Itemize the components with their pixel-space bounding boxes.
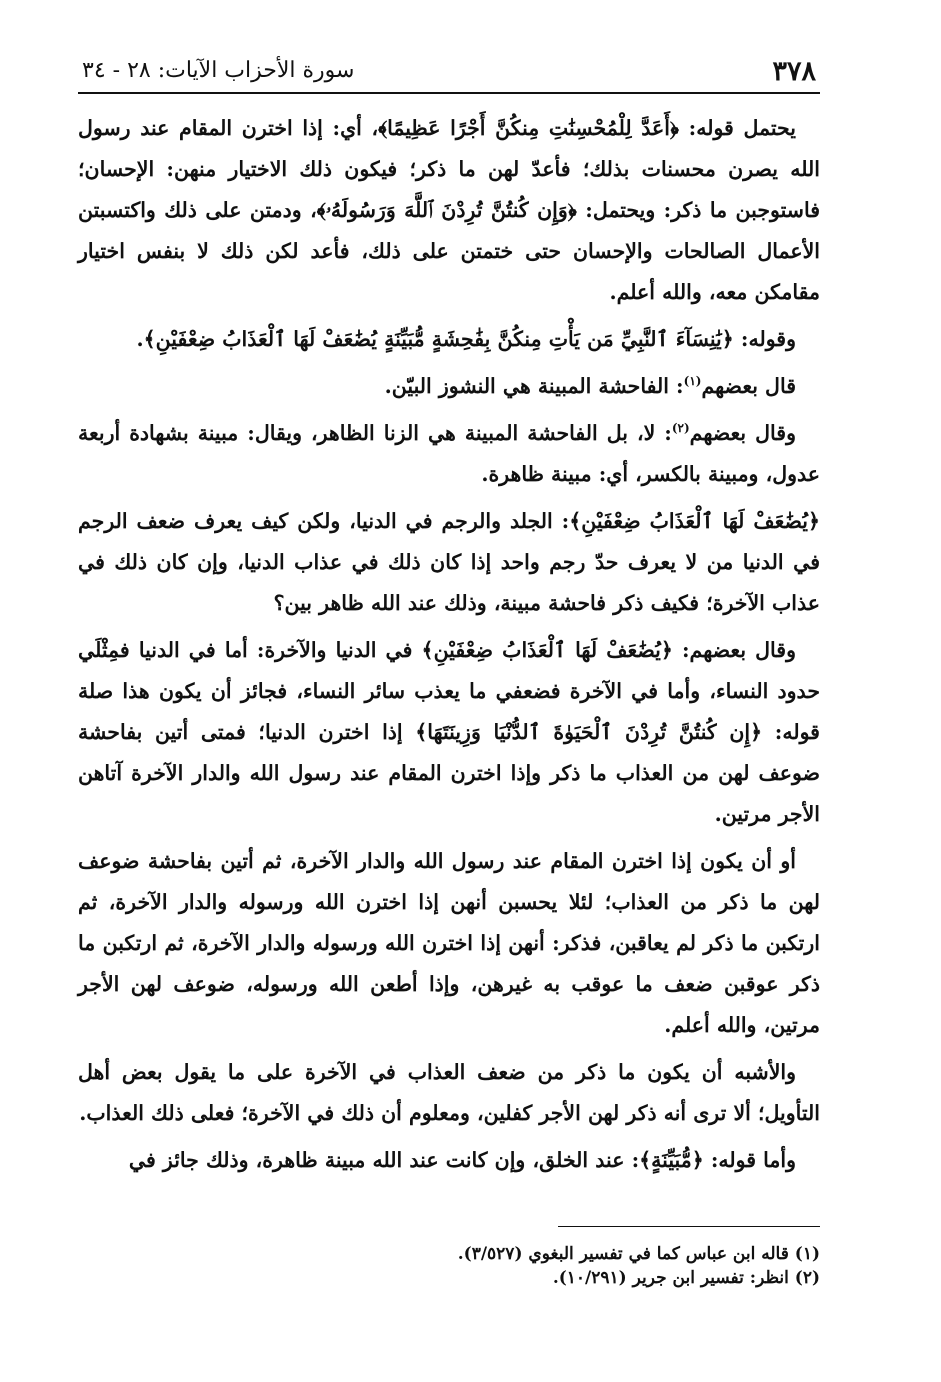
footnote-ref-2: (٢) bbox=[671, 421, 690, 436]
paragraph: والأشبه أن يكون ما ذكر من ضعف العذاب في الآخرة على ما يقول بعض أهل التأويل؛ ألا ترى أنه ذكر لهن الأجر كفلين، ومعلوم أن ذلك في الآخرة؛ فعلى ذلك العذاب. bbox=[78, 1060, 820, 1125]
paragraph bbox=[78, 366, 820, 407]
paragraph: يحتمل قوله: ﴿أَعَدَّ لِلْمُحْسِنَٰتِ مِنكُنَّ أَجْرًا عَظِيمًا﴾، أي: إذا اخترن المقام عند رسول الله يصرن محسنات بذلك؛ فأعدّ لهن ما ذكر؛ فيكون ذلك الاختيار منهن: الإحسان؛ فاستوجبن ما ذكر: ويحتمل: ﴿وَإِن كُنتُنَّ تُرِدْنَ ٱللَّهَ وَرَسُولَهُۥ﴾، ودمتن على ذلك واكتسبتن الأعمال الصالحات والإحسان حتى ختمتن على ذلك، فأعد لكن ذلك لا بنفس اختيار مقامكن معه، والله أعلم. bbox=[78, 116, 820, 304]
footnotes bbox=[78, 1242, 820, 1290]
book-page bbox=[78, 52, 820, 1312]
paragraph: أو أن يكون إذا اخترن المقام عند رسول الله والدار الآخرة، ثم أتين بفاحشة ضوعف لهن ما ذكر من العذاب؛ لئلا يحسبن أنهن إذا اخترن الله ورسوله والدار الآخرة، ثم ارتكبن ما ذكر لم يعاقبن، فذكر: أنهن إذا اخترن الله ورسوله والدار الآخرة، ثم ارتكبن ما ذكر عوقبن ضعف ما عوقب به غيرهن، وإذا أطعن الله ورسوله، ضوعف لهن الأجر مرتين، والله أعلم. bbox=[78, 849, 820, 1037]
footnote-1: (١) قاله ابن عباس كما في تفسير البغوي (٣/٥٢٧). bbox=[457, 1244, 820, 1264]
footnote-2: (٢) انظر: تفسير ابن جرير (١٠/٢٩١). bbox=[552, 1268, 820, 1288]
footnote-divider bbox=[558, 1226, 820, 1227]
paragraph: وقال بعضهم: ﴿يُضَٰعَفْ لَهَا ٱلْعَذَابُ ضِعْفَيْنِ﴾ في الدنيا والآخرة: أما في الدنيا فمِثْلَي حدود النساء، وأما في الآخرة فضعفي ما يعذب سائر النساء، فجائز أن يكون هذا صلة قوله: ﴿إِن كُنتُنَّ تُرِدْنَ ٱلْحَيَوٰةَ ٱلدُّنْيَا وَزِينَتَهَا﴾ إذا اخترن الدنيا؛ فمتى أتين بفاحشة ضوعف لهن من العذاب ما ذكر وإذا اخترن المقام عند رسول الله والدار الآخرة آتاهن الأجر مرتين. bbox=[78, 638, 820, 826]
page-header bbox=[78, 52, 820, 94]
paragraph-lead: وقال بعضهم bbox=[689, 421, 796, 445]
running-title: سورة الأحزاب الآيات: ٢٨ - ٣٤ bbox=[82, 58, 355, 83]
paragraph-text: : لا، بل الفاحشة المبينة هي الزنا الظاهر، ويقال: مبينة بشهادة أربعة عدول، ومبينة بالكسر، أي: مبينة ظاهرة. bbox=[78, 421, 820, 486]
paragraph-text: : الفاحشة المبينة هي النشوز البيّن. bbox=[384, 374, 684, 398]
body-text bbox=[78, 108, 820, 1181]
paragraph: ﴿يُضَٰعَفْ لَهَا ٱلْعَذَابُ ضِعْفَيْنِ﴾: الجلد والرجم في الدنيا، ولكن كيف يعرف ضعف الرجم في الدنيا من لا يعرف حدّ رجم واحد إذا كان ذلك في عذاب الدنيا، وإن كان ذلك في عذاب الآخرة؛ فكيف ذكر فاحشة مبينة، وذلك عند الله ظاهر بين؟ bbox=[78, 509, 820, 615]
paragraph: وأما قوله: ﴿مُّبَيِّنَةٍ﴾: عند الخلق، وإن كانت عند الله مبينة ظاهرة، وذلك جائز في bbox=[128, 1148, 796, 1172]
page-number: ٣٧٨ bbox=[772, 56, 816, 87]
paragraph bbox=[78, 413, 820, 495]
footnote-ref-1: (١) bbox=[683, 374, 702, 389]
paragraph-lead: قال بعضهم bbox=[701, 374, 796, 398]
paragraph: وقوله: ﴿يَٰنِسَآءَ ٱلنَّبِيِّ مَن يَأْتِ مِنكُنَّ بِفَٰحِشَةٍ مُّبَيِّنَةٍ يُضَٰعَفْ لَهَا ٱلْعَذَابُ ضِعْفَيْنِ﴾. bbox=[136, 327, 796, 351]
